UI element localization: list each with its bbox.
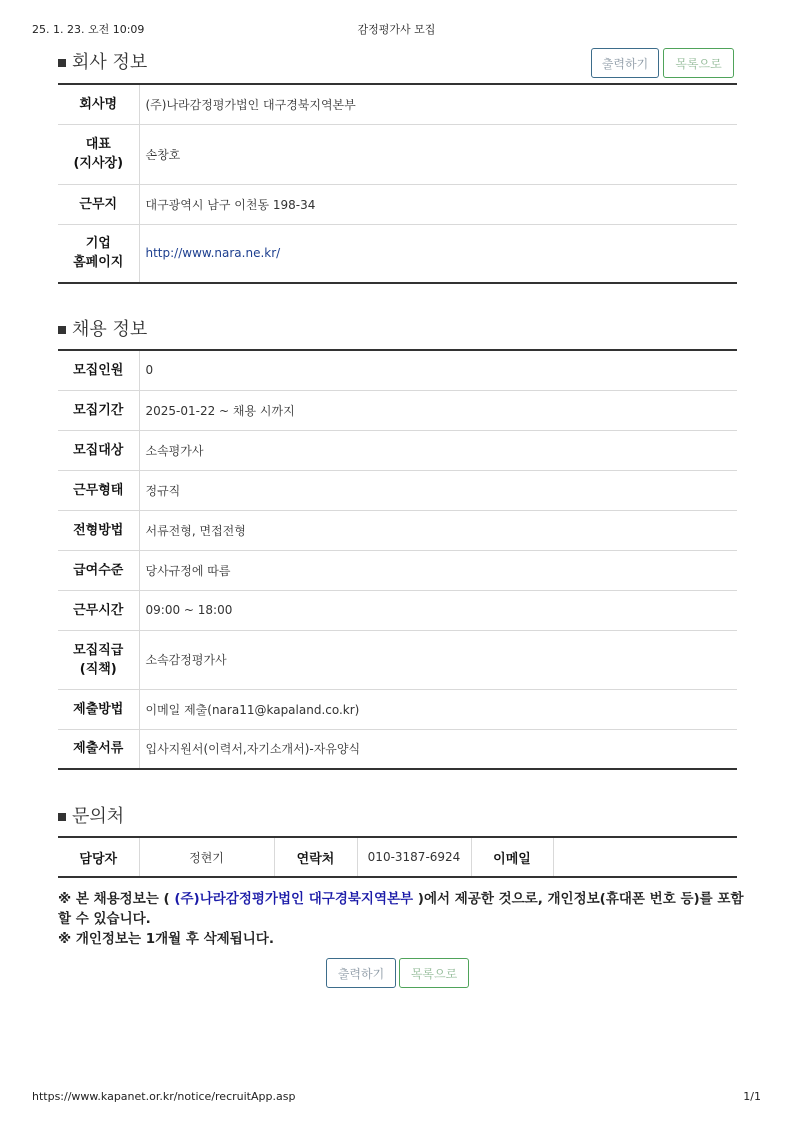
list-button-bottom[interactable]: 목록으로 — [399, 958, 469, 988]
recruit-section-label: 채용 정보 — [72, 319, 148, 340]
work-hours-value: 09:00 ~ 18:00 — [139, 590, 737, 630]
print-date: 25. 1. 23. 오전 10:09 — [32, 23, 145, 36]
period-value: 2025-01-22 ~ 채용 시까지 — [139, 390, 737, 430]
manager-value: 정현기 — [139, 837, 274, 877]
position-value: 소속감정평가사 — [139, 630, 737, 689]
work-hours-label: 근무시간 — [58, 590, 139, 630]
target-label: 모집대상 — [58, 430, 139, 470]
table-row — [58, 390, 737, 430]
employment-type-value: 정규직 — [139, 470, 737, 510]
square-bullet-icon — [58, 813, 66, 821]
table-row — [58, 590, 737, 630]
workplace-value: 대구광역시 남구 이천동 198-34 — [139, 184, 737, 224]
privacy-notice-line1 — [58, 889, 748, 929]
table-row — [58, 689, 737, 729]
table-row — [58, 729, 737, 769]
privacy-notice — [58, 889, 748, 949]
target-value: 소속평가사 — [139, 430, 737, 470]
headcount-value: 0 — [139, 350, 737, 390]
print-button-top[interactable]: 출력하기 — [591, 48, 659, 78]
table-row — [58, 350, 737, 390]
table-row — [58, 224, 737, 283]
company-section-title — [58, 48, 147, 74]
period-label: 모집기간 — [58, 390, 139, 430]
position-label-text: 모집직급 (직책) — [73, 642, 124, 677]
documents-value: 입사지원서(이력서,자기소개서)-자유양식 — [145, 742, 361, 757]
print-title: 감정평가사 모집 — [357, 23, 436, 36]
representative-label-text: 대표 (지사장) — [73, 137, 124, 171]
table-row — [58, 470, 737, 510]
contact-section-label: 문의처 — [72, 806, 125, 827]
contact-section-title — [58, 802, 124, 828]
homepage-cell — [139, 224, 737, 283]
company-section-label: 회사 정보 — [72, 52, 148, 73]
employment-type-label: 근무형태 — [58, 470, 139, 510]
table-row — [58, 630, 737, 689]
table-row — [58, 837, 737, 877]
headcount-label: 모집인원 — [58, 350, 139, 390]
documents-label: 제출서류 — [58, 729, 139, 769]
page-number: 1/1 — [743, 1090, 761, 1103]
selection-method-label: 전형방법 — [58, 510, 139, 550]
notice-company: (주)나라감정평가법인 대구경북지역본부 — [174, 891, 414, 907]
phone-value: 010-3187-6924 — [357, 837, 471, 877]
notice-prefix: ※ 본 채용정보는 ( — [58, 891, 175, 907]
print-url: https://www.kapanet.or.kr/notice/recruitApp.asp — [32, 1090, 296, 1103]
square-bullet-icon — [58, 59, 66, 67]
contact-table — [58, 836, 737, 878]
table-row — [58, 510, 737, 550]
print-header — [32, 21, 761, 35]
company-info-table — [58, 83, 737, 284]
table-row — [58, 84, 737, 124]
print-button-bottom[interactable]: 출력하기 — [326, 958, 396, 988]
company-name-value: (주)나라감정평가법인 대구경북지역본부 — [139, 84, 737, 124]
list-button-top[interactable]: 목록으로 — [663, 48, 734, 78]
position-label — [58, 630, 139, 689]
table-row — [58, 184, 737, 224]
homepage-link[interactable]: http://www.nara.ne.kr/ — [145, 246, 281, 261]
recruit-section-title — [58, 315, 147, 341]
table-row — [58, 550, 737, 590]
submit-method-value: 이메일 제출(nara11@kapaland.co.kr) — [139, 689, 737, 729]
submit-method-label: 제출방법 — [58, 689, 139, 729]
company-name-label: 회사명 — [58, 84, 139, 124]
privacy-notice-line2: ※ 개인정보는 1개월 후 삭제됩니다. — [58, 931, 274, 947]
homepage-label — [58, 224, 139, 283]
print-footer — [32, 1090, 761, 1104]
email-label: 이메일 — [471, 837, 553, 877]
email-value — [553, 837, 737, 877]
phone-label: 연락처 — [274, 837, 357, 877]
homepage-label-text: 기업 홈페이지 — [73, 236, 124, 271]
manager-label: 담당자 — [58, 837, 139, 877]
representative-value: 손창호 — [139, 124, 737, 184]
workplace-label: 근무지 — [58, 184, 139, 224]
recruit-info-table — [58, 349, 737, 770]
table-row — [58, 430, 737, 470]
table-row — [58, 124, 737, 184]
salary-value: 당사규정에 따름 — [139, 550, 737, 590]
selection-method-value: 서류전형, 면접전형 — [139, 510, 737, 550]
salary-label: 급여수준 — [58, 550, 139, 590]
representative-label — [58, 124, 139, 184]
square-bullet-icon — [58, 326, 66, 334]
notice-suffix: )에서 제공한 것으로, 개인정보(휴대폰 번호 등)를 포함할 수 있습니다. — [58, 891, 744, 927]
